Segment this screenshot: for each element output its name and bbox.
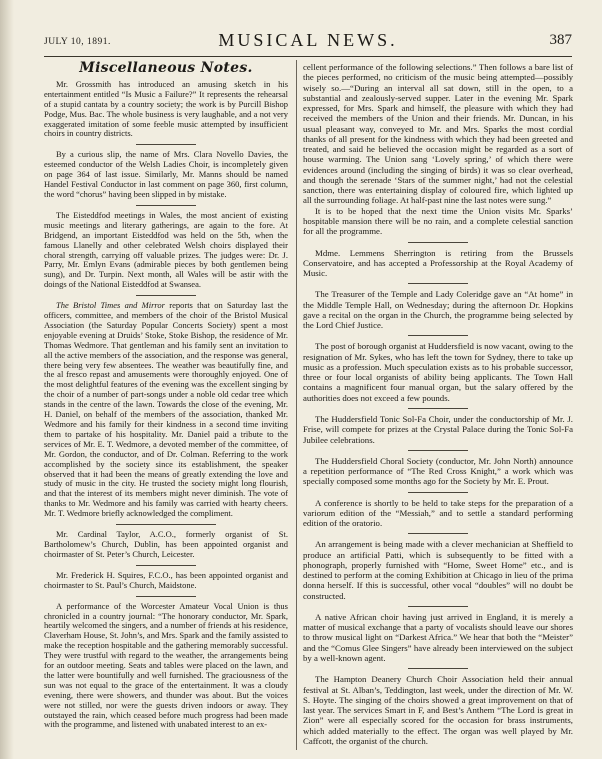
article-paragraph: A performance of the Worcester Amateur Vocal Union is thus chronicled in a country journal: “The honorary conductor, Mr. Spark, heartily welcomed the singers, and a number of friends at his residence, Claverham House, St. John’s, and Mrs. Spark and the family assisted to make the reception hospitable and the gathering memorably successful. They were trustful with regard to the weather, the arrangements being for an outdoor meeting. Seats and tables were placed on the lawn, and the latter were bountifully and well furnished. The graciousness of the sun was not equal to the grace of the entertainment. It was a cloudy evening, there were showers, and thunder was about. But the voices were not stilled, nor were the guests driven indoors or away. They outstayed the rain, which ceased before much progress had been made with the programme, and listened with unabated interest to an ex- xyxy=(44,600,288,730)
page-number: 387 xyxy=(549,32,572,48)
page-header xyxy=(44,30,572,52)
article-paragraph: Mr. Frederick H. Squires, F.C.O., has been appointed organist and choirmaster to St. Paul’s Church, Maidstone. xyxy=(44,569,288,590)
section-heading: Miscellaneous Notes. xyxy=(79,60,253,76)
article-separator xyxy=(408,242,468,243)
header-rule xyxy=(44,56,572,57)
article-separator xyxy=(408,408,468,409)
article-paragraph: The Huddersfield Choral Society (conductor, Mr. John North) announce a repetition performance of “The Red Cross Knight,” a work which was specially composed some months ago for the Society by Mr. E. Prout. xyxy=(303,455,573,487)
article-separator xyxy=(408,283,468,284)
article-separator xyxy=(136,565,196,566)
italic-lead: The Bristol Times and Mirror xyxy=(56,300,165,311)
left-column xyxy=(44,62,288,730)
article-paragraph: An arrangement is being made with a clever mechanician at Sheffield to produce an artificial Patti, which is subsequently to be fitted with a phonograph, properly furnished with “Home, Sweet Home” etc., and is destined to perform at the coming Exhibition at Chicago in lieu of the prima donna herself. If this is successful, other vocal “doubles” will no doubt be constructed. xyxy=(303,539,573,601)
article-separator xyxy=(136,144,196,145)
publication-title: MUSICAL NEWS. xyxy=(218,30,398,50)
article-separator xyxy=(408,450,468,451)
article-separator xyxy=(408,533,468,534)
article-separator xyxy=(408,668,468,669)
article-separator xyxy=(116,524,216,525)
article-paragraph: By a curious slip, the name of Mrs. Clara Novello Davies, the esteemed conductor of the Welsh Ladies Choir, is incompletely given on page 364 of last issue. Similarly, Mr. Manns should be named Handel Festival Conductor in last comment on page 360, first column, the word “chorus” having been slipped in by mistake. xyxy=(44,149,288,199)
article-paragraph: The Huddersfield Tonic Sol-Fa Choir, under the conductorship of Mr. J. Frise, will compete for prizes at the Crystal Palace during the Tonic Sol-Fa Jubilee celebrations. xyxy=(303,413,573,445)
article-paragraph: Mr. Cardinal Taylor, A.C.O., formerly organist of St. Bartholomew’s Church, Dublin, has been appointed organist and choirmaster of St. Peter’s Church, Leicester. xyxy=(44,529,288,559)
article-separator xyxy=(136,295,196,296)
article-paragraph: A conference is shortly to be held to take steps for the preparation of a variorum edition of the “Messiah,” and to settle a standard performing edition of the oratorio. xyxy=(303,497,573,529)
article-text: reports that on Saturday last the officers, committee, and members of the choir of the Bristol Musical Association (the Saturday Popular Concerts Society) spent a most enjoyable evening at Druids’ Stoke, Stoke Bishop, the residence of Mr. Thomas Wedmore. That gentleman and his family sent an invitation to all the active members of the association, and the response was general, there being very few absentees. The weather was beautifully fine, and the al fresco repast and amusements were thoroughly enjoyed. One of the most delightful features of the evening was the excellent singing by the choir of a number of part-songs under a noble old cedar tree which stands in the centre of the lawn. Towards the close of the evening, Mr. H. Daniel, on behalf of the members of the association, thanked Mr. Wedmore and his family for their kindness in a second time inviting them to partake of his hospitality. Mr. Daniel paid a tribute to the services of Mr. E. T. Wedmore, a devoted member of the committee, of Mr. Gordon, the conductor, and of Dr. Colman. Referring to the work accomplished by the society since its establishment, the speaker observed that it had been the means of greatly extending the love and study of music in the city. He trusted the society might long flourish, and that the interest of its members might never diminish. The vote of thanks to Mr. Wedmore and his family was carried with hearty cheers. Mr. T. Wedmore briefly acknowledged the compliment. xyxy=(44,300,288,519)
article-paragraph: Mdme. Lemmens Sherrington is retiring from the Brussels Conservatoire, and has accepted a Professorship at the Royal Academy of Music. xyxy=(303,247,573,279)
right-column xyxy=(303,62,573,746)
article-separator xyxy=(408,492,468,493)
issue-date: JULY 10, 1891. xyxy=(44,37,111,47)
article-paragraph: The Eisteddfod meetings in Wales, the most ancient of existing music meetings and literary gatherings, are again to the fore. At Bridgend, an important Eisteddfod was held on the 5th, when the famous Llanelly and other celebrated Welsh choirs displayed their choral strength, carrying off valuable prizes. The judges were: Dr. J. Parry, Mr. Emlyn Evans (admirable pieces by both gentlemen being sung), and Dr. Turpin. Next month, all Wales will be astir with the doings of the National Eisteddfod at Swansea. xyxy=(44,209,288,290)
article-separator xyxy=(136,205,196,206)
article-paragraph: Mr. Grossmith has introduced an amusing sketch in his entertainment entitled “Is Music a Failure?” It represents the rehearsal of a stupid cantata by a country society; the work is by Purcill Bishop Podge, Mus. Bac. The whole business is very laughable, and a not very exaggerated imitation of some feeble music attempted by insufficient choirs in country districts. xyxy=(44,78,288,139)
column-divider xyxy=(296,60,297,750)
article-separator xyxy=(408,335,468,336)
article-separator xyxy=(408,606,468,607)
article-paragraph: A native African choir having just arrived in England, it is merely a matter of musical exchange that a party of vocalists should leave our shores to throw musical light on “Darkest Africa.” We hear that both the “Meister” and the “Comus Glee Singers” have already been interviewed on the subject by a well-known agent. xyxy=(303,611,573,664)
article-paragraph xyxy=(44,301,288,519)
article-paragraph: cellent performance of the following selections.” Then follows a bare list of the pieces performed, no criticism of the music being attempted—possibly wisely so.—“During an interval all sat down, still in the open, to a substantial and zealously-served supper. Later in the evening Mr. Spark expressed, for Mrs. Spark and himself, the pleasure with which they had received the members of the Union and their friends. Mr. Duncan, in his usual pleasant way, conveyed to Mr. and Mrs. Sparks the most cordial thanks of all present for the kindness with which they had been greeted and treated, and said he believed the occasion might be regarded as a sort of house warming. The Union sang ‘Lovely spring,’ of which there were evidences around (including the singing of birds) it was so clear overhead, and though the serenade ‘Stars of the summer night,’ had not the celestial sanction, there was entertaining display of coloured fire, which lighted up all the surrounding foliage. At half-past nine the last notes were sung.” xyxy=(303,62,573,206)
article-paragraph: It is to be hoped that the next time the Union visits Mr. Sparks’ hospitable mansion there will be no rain, and a complete celestial sanction for all the programme. xyxy=(303,205,573,237)
article-paragraph: The Hampton Deanery Church Choir Association held their annual festival at St. Alban’s, Teddington, last week, under the direction of Mr. W. S. Hoyte. The singing of the choirs showed a great improvement on that of last year. The services Smart in F, and Best’s Anthem “The Lord is great in Zion” were all especially scored for the occasion for brass instruments, which added materially to the effect. The organ was well played by Mr. Caffcott, the organist of the church. xyxy=(303,674,573,746)
article-paragraph: The Treasurer of the Temple and Lady Coleridge gave an “At home” in the Middle Temple Hall, on Wednesday; during the afternoon Dr. Hopkins gave a recital on the organ in the Church, the programme being selected by the Lord Chief Justice. xyxy=(303,289,573,331)
article-separator xyxy=(136,596,196,597)
article-paragraph: The post of borough organist at Huddersfield is now vacant, owing to the resignation of Mr. Sykes, who has left the town for Sydney, there to take up music as a profession. Much speculation exists as to his probable successor, three or four local organists of ability being applicants. The Town Hall contains a magnificent four manual organ, but the salary offered by the authorities does not exceed a few pounds. xyxy=(303,341,573,403)
page-binding-shadow xyxy=(0,0,14,759)
